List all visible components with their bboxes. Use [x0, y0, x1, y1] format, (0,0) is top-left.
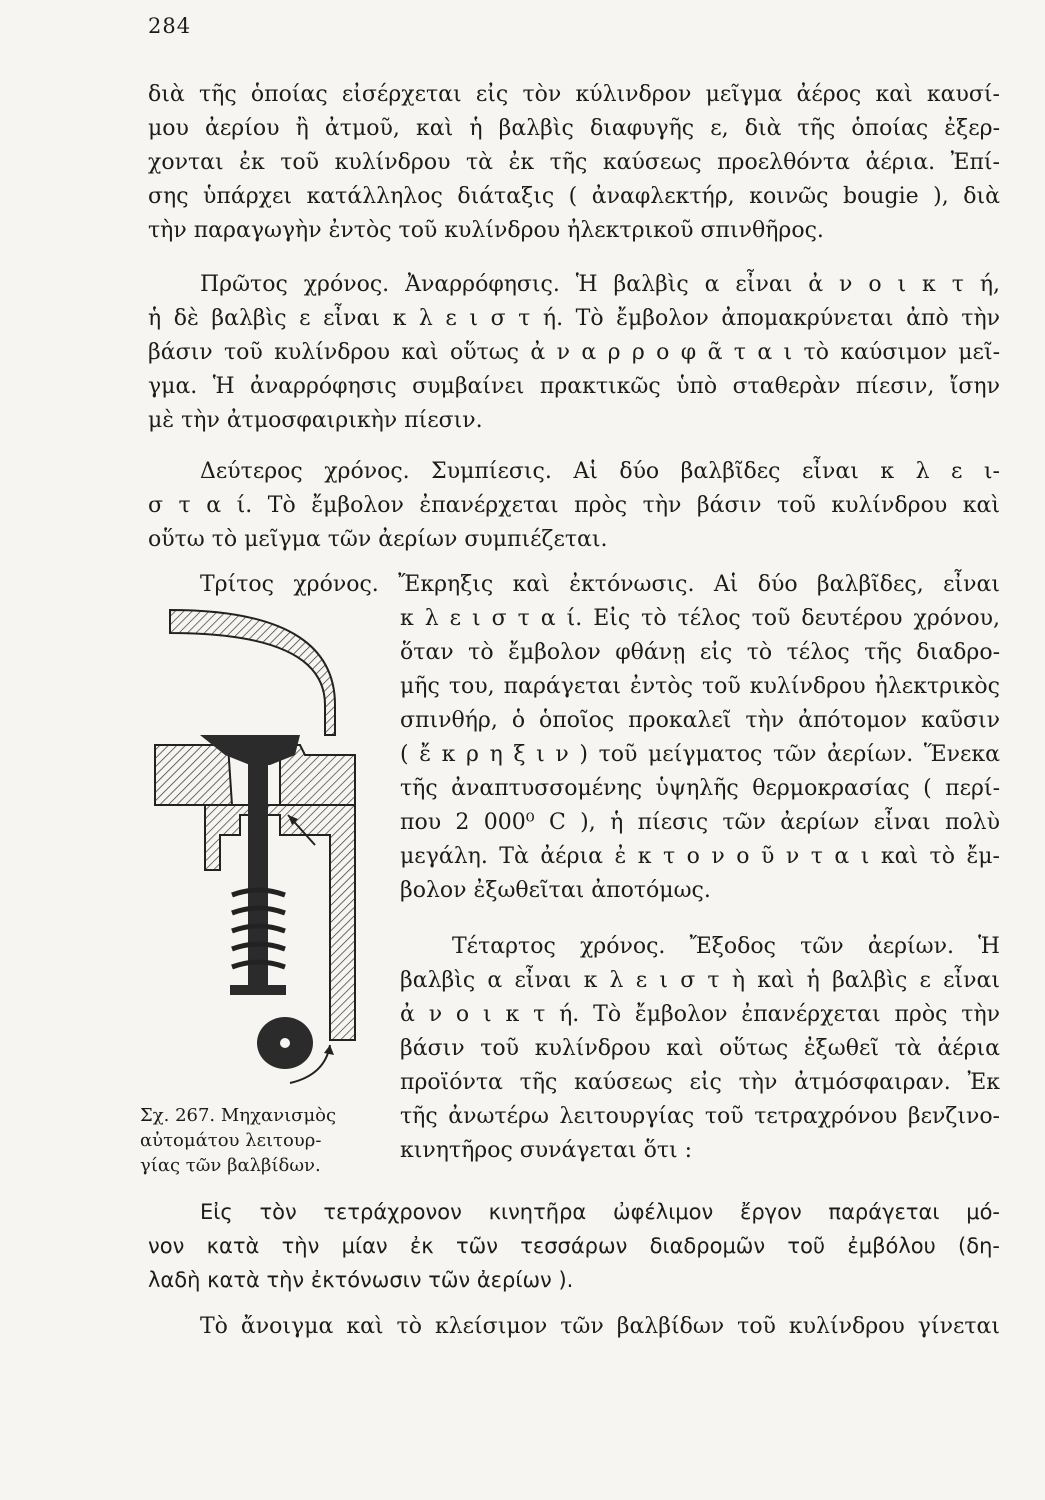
text-line: που 2 000⁰ C ), ἡ πίεσις τῶν ἀερίων εἶναι πολὺ — [400, 810, 1000, 835]
text-line: κ λ ε ι σ τ α ί. Εἰς τὸ τέλος τοῦ δευτέρου χρόνου, — [400, 606, 1000, 631]
text-line: Πρῶτος χρόνος. Ἀναρρόφησις. Ἡ βαλβὶς α εἶναι ἀ ν ο ι κ τ ή, — [200, 272, 1000, 297]
text-line: μου ἀερίου ἢ ἀτμοῦ, καὶ ἡ βαλβὶς διαφυγῆς ε, διὰ τῆς ὁποίας ἐξερ- — [148, 116, 1000, 141]
paragraph-first-stroke — [148, 268, 1000, 438]
text-line: βαλβὶς α εἶναι κ λ ε ι σ τ ὴ καὶ ἡ βαλβὶς ε εἶναι — [400, 968, 1000, 993]
valve-guide — [205, 805, 355, 1040]
text-line: νον κατὰ τὴν μίαν ἐκ τῶν τεσσάρων διαδρομῶν τοῦ ἐμβόλου (δη- — [148, 1234, 1000, 1258]
figure-caption — [140, 1103, 390, 1178]
text-line: σης ὑπάρχει κατάλληλος διάταξις ( ἀναφλεκτήρ, κοινῶς bougie ), διὰ — [148, 184, 1000, 209]
caption-line: γίας τῶν βαλβίδων. — [140, 1155, 321, 1176]
text-line: Τέταρτος χρόνος. Ἔξοδος τῶν ἀερίων. Ἡ — [452, 934, 1000, 959]
paragraph-intro — [148, 78, 1000, 248]
text-line: ὅταν τὸ ἔμβολον φθάνῃ εἰς τὸ τέλος τῆς διαδρο- — [400, 640, 1000, 665]
text-line: βάσιν τοῦ κυλίνδρου καὶ οὕτως ἐξωθεῖ τὰ ἀέρια — [400, 1036, 1000, 1061]
caption-line: αὐτομάτου λειτουρ- — [140, 1130, 322, 1151]
text-line: κινητῆρος συνάγεται ὅτι : — [400, 1138, 693, 1163]
spring-retainer — [230, 985, 286, 995]
text-line: μῆς του, παράγεται ἐντὸς τοῦ κυλίνδρου ἠλεκτρικὸς — [400, 674, 1000, 699]
text-line: σπινθήρ, ὁ ὁποῖος προκαλεῖ τὴν ἀπότομον καῦσιν — [400, 708, 1000, 733]
valve-stem — [248, 755, 268, 995]
text-line: Δεύτερος χρόνος. Συμπίεσις. Αἱ δύο βαλβῖδες εἶναι κ λ ε ι- — [200, 459, 1000, 484]
text-line: τὴν παραγωγὴν ἐντὸς τοῦ κυλίνδρου ἠλεκτρικοῦ σπινθῆρος. — [148, 218, 824, 243]
paragraph-fourth-stroke — [400, 930, 1000, 1168]
text-line: ἀ ν ο ι κ τ ή. Τὸ ἔμβολον ἐπανέρχεται πρὸς τὴν — [400, 1002, 1000, 1027]
text-line: μεγάλη. Τὰ ἀέρια ἐ κ τ ο ν ο ῦ ν τ α ι καὶ τὸ ἔμ- — [400, 844, 1000, 869]
page-number: 284 — [148, 14, 192, 38]
paragraph-valve-operation — [148, 1310, 1000, 1344]
paragraph-second-stroke — [148, 455, 1000, 557]
paragraph-third-stroke — [400, 602, 1000, 908]
text-line: γμα. Ἡ ἀναρρόφησις συμβαίνει πρακτικῶς ὑπὸ σταθερὰν πίεσιν, ἴσην — [148, 374, 1000, 399]
text-line: μὲ τὴν ἀτμοσφαιρικὴν πίεσιν. — [148, 408, 483, 433]
text-line: Εἰς τὸν τετράχρονον κινητῆρα ὠφέλιμον ἔργον παράγεται μό- — [200, 1200, 1000, 1224]
text-line: βολον ἐξωθεῖται ἀποτόμως. — [400, 878, 711, 903]
paragraph-conclusion — [148, 1195, 1000, 1297]
text-line: τῆς ἀνωτέρω λειτουργίας τοῦ τετραχρόνου βενζινο- — [400, 1104, 1000, 1129]
text-line: οὕτω τὸ μεῖγμα τῶν ἀερίων συμπιέζεται. — [148, 527, 608, 552]
text-line: ἡ δὲ βαλβὶς ε εἶναι κ λ ε ι σ τ ή. Τὸ ἔμβολον ἀπομακρύνεται ἀπὸ τὴν — [148, 306, 1000, 331]
cylinder-head-wall — [170, 610, 335, 735]
caption-line: Σχ. 267. Μηχανισμὸς — [140, 1105, 337, 1126]
text-line: χονται ἐκ τοῦ κυλίνδρου τὰ ἐκ τῆς καύσεως προελθόντα ἀέρια. Ἐπί- — [148, 150, 1000, 175]
text-line: Τρίτος χρόνος. Ἔκρηξις καὶ ἐκτόνωσις. Αἱ δύο βαλβῖδες, εἶναι — [200, 572, 1000, 597]
text-line: ( ἔ κ ρ η ξ ι ν ) τοῦ μείγματος τῶν ἀερίων. Ἕνεκα — [400, 742, 1000, 767]
text-line: προϊόντα τῆς καύσεως εἰς τὴν ἀτμόσφαιραν. Ἐκ — [400, 1070, 1000, 1095]
text-line: Τὸ ἄνοιγμα καὶ τὸ κλείσιμον τῶν βαλβίδων τοῦ κυλίνδρου γίνεται — [200, 1314, 1000, 1339]
text-line: διὰ τῆς ὁποίας εἰσέρχεται εἰς τὸν κύλινδρον μεῖγμα ἀέρος καὶ καυσί- — [148, 82, 1000, 107]
text-line: τῆς ἀναπτυσσομένης ὑψηλῆς θερμοκρασίας ( περί- — [400, 776, 1000, 801]
text-line: λαδὴ κατὰ τὴν ἐκτόνωσιν τῶν ἀερίων ). — [148, 1268, 574, 1292]
valve-mechanism-figure — [140, 595, 390, 1115]
valve-seat-left — [155, 745, 232, 805]
text-line: βάσιν τοῦ κυλίνδρου καὶ οὕτως ἀ ν α ρ ρ ο φ ᾶ τ α ι τὸ καύσιμον μεῖ- — [148, 340, 1000, 365]
text-line: σ τ α ί. Τὸ ἔμβολον ἐπανέρχεται πρὸς τὴν βάσιν τοῦ κυλίνδρου καὶ — [148, 493, 1000, 518]
